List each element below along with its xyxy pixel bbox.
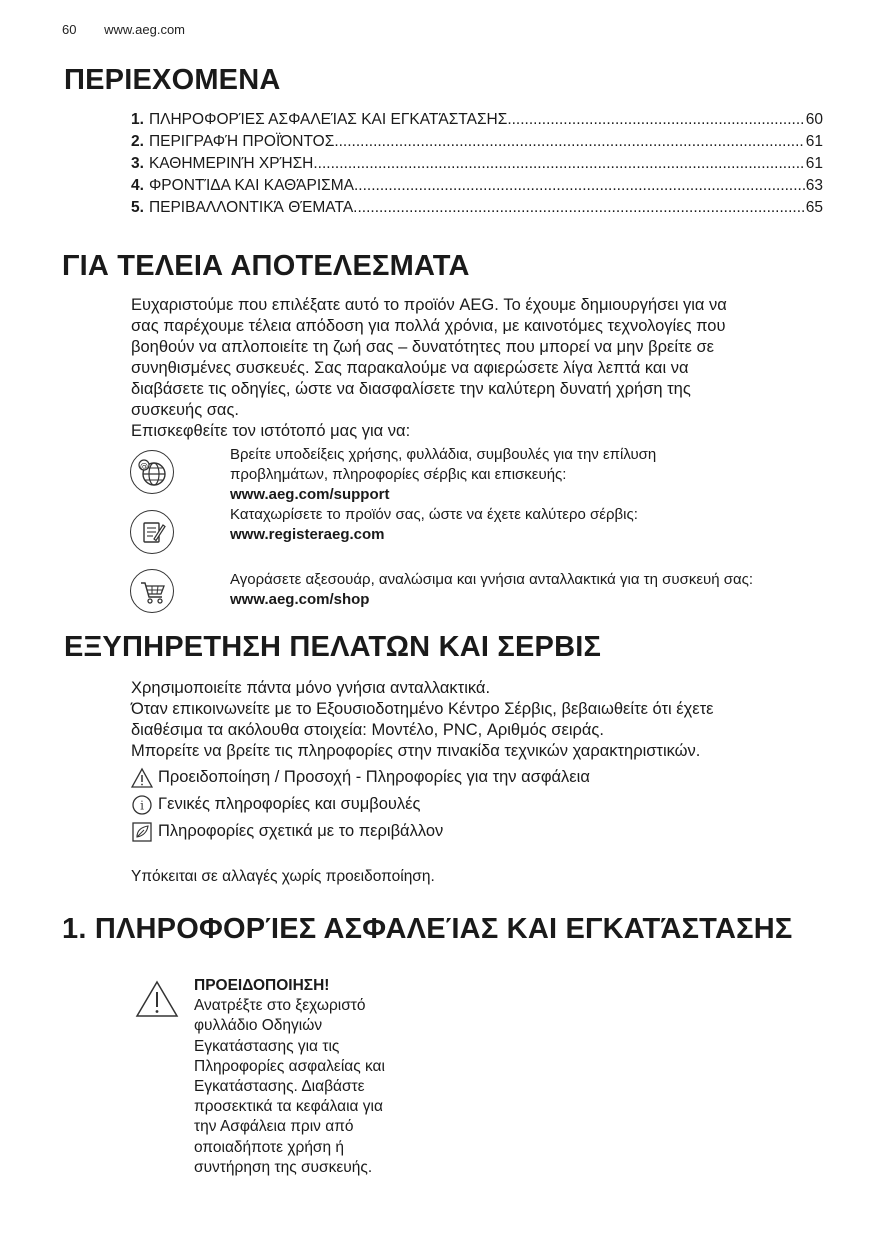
toc-item-number: 5. (131, 199, 144, 216)
toc-leader-dots (313, 155, 804, 173)
legend-info (131, 791, 831, 818)
warning-line: Πληροφορίες ασφαλείας και (194, 1057, 385, 1075)
warning-line: φυλλάδιο Οδηγιών (194, 1017, 323, 1035)
toc-leader-dots (507, 111, 804, 129)
page-header (62, 22, 185, 37)
warning-line: Εγκατάστασης. Διαβάστε (194, 1078, 365, 1096)
service-line: Χρησιμοποιείτε πάντα μόνο γνήσια ανταλλακτικά. (131, 679, 491, 697)
warning-line: οποιαδήποτε χρήση ή (194, 1138, 345, 1156)
info-icon (131, 794, 153, 816)
support-url-link[interactable]: www.aeg.com/support (230, 486, 390, 503)
service-line: διαθέσιμα τα ακόλουθα στοιχεία: Μοντέλο, PNC, Αριθμός σειράς. (131, 721, 604, 739)
intro-line: Επισκεφθείτε τον ιστότοπό μας για να: (131, 422, 411, 440)
service-line: Μπορείτε να βρείτε τις πληροφορίες στην πινακίδα τεχνικών χαρακτηριστικών. (131, 742, 701, 760)
toc-item-page: 63 (805, 177, 823, 194)
toc-item-number: 1. (131, 111, 144, 128)
intro-line: σας παρέχουμε τέλεια απόδοση για πολλά χρόνια, με καινοτόμες τεχνολογίες που (131, 317, 726, 335)
intro-paragraph (131, 295, 821, 442)
intro-line: Ευχαριστούμε που επιλέξατε αυτό το προϊόν AEG. Το έχουμε δημιουργήσει για να (131, 296, 727, 314)
register-url-link[interactable]: www.registeraeg.com (230, 526, 385, 543)
intro-line: διαβάσετε τις οδηγίες, ώστε να διασφαλίσετε την καλύτερη δυνατή χρήση της (131, 380, 691, 398)
warning-line: την Ασφάλεια πριν από (194, 1118, 354, 1136)
globe-icon (130, 450, 174, 494)
legend-label: Προειδοποίηση / Προσοχή - Πληροφορίες για την ασφάλεια (158, 768, 590, 786)
perfect-results-title: ΓΙΑ ΤΕΛΕΙΑ ΑΠΟΤΕΛΕΣΜΑΤΑ (62, 250, 470, 282)
toc-leader-dots (354, 177, 805, 195)
toc-item-number: 3. (131, 155, 144, 172)
svg-text:i: i (140, 798, 144, 812)
shop-url-link[interactable]: www.aeg.com/shop (230, 591, 370, 608)
link-description: Αγοράσετε αξεσουάρ, αναλώσιμα και γνήσια ανταλλακτικά για τη συσκευή σας: (230, 571, 754, 588)
warning-icon (135, 980, 179, 1023)
toc-item-page: 61 (805, 155, 823, 172)
register-icon (130, 510, 174, 554)
warning-line: Ανατρέξτε στο ξεχωριστό (194, 997, 366, 1015)
warning-line: Εγκατάστασης για τις (194, 1037, 340, 1055)
support-link-text (230, 445, 830, 505)
service-line: Όταν επικοινωνείτε με το Εξουσιοδοτημένο Κέντρο Σέρβις, βεβαιωθείτε ότι έχετε (131, 700, 714, 718)
warning-block (194, 976, 434, 1178)
shopping-cart-icon (130, 569, 174, 613)
link-description: Καταχωρίσετε το προϊόν σας, ώστε να έχετε καλύτερο σέρβις: (230, 506, 638, 523)
warning-icon (131, 767, 153, 789)
warning-line: συντήρηση της συσκευής. (194, 1158, 373, 1176)
toc-item[interactable] (131, 133, 823, 155)
warning-title: ΠΡΟΕΙΔΟΠΟΙΗΣΗ! (194, 977, 330, 994)
service-section (131, 678, 831, 845)
toc-item-label: ΠΕΡΙΒΑΛΛΟΝΤΙΚΆ ΘΈΜΑΤΑ (148, 199, 354, 216)
toc-item-label: ΚΑΘΗΜΕΡΙΝΉ ΧΡΉΣΗ (148, 155, 314, 172)
shop-link-text (230, 570, 830, 610)
toc-item-label: ΦΡΟΝΤΊΔΑ ΚΑΙ ΚΑΘΆΡΙΣΜΑ (148, 177, 354, 194)
toc-item-page: 60 (805, 111, 823, 128)
link-description: Βρείτε υποδείξεις χρήσης, φυλλάδια, συμβουλές για την επίλυση (230, 446, 657, 463)
environment-icon (131, 821, 153, 843)
service-title: ΕΞΥΠΗΡΕΤΗΣΗ ΠΕΛΑΤΩΝ ΚΑΙ ΣΕΡΒΙΣ (64, 631, 602, 663)
toc-leader-dots (334, 133, 804, 151)
toc-item-label: ΠΕΡΙΓΡΑΦΉ ΠΡΟΪΌΝΤΟΣ (148, 133, 335, 150)
header-url: www.aeg.com (104, 22, 186, 37)
toc-leader-dots (353, 199, 805, 217)
table-of-contents (131, 111, 823, 221)
warning-line: προσεκτικά τα κεφάλαια για (194, 1098, 383, 1116)
legend-warning (131, 764, 831, 791)
intro-line: συσκευής σας. (131, 401, 239, 419)
toc-item-number: 4. (131, 177, 144, 194)
intro-line: συνηθισμένες συσκευές. Σας παρακαλούμε να αφιερώσετε λίγα λεπτά και να (131, 359, 689, 377)
toc-item[interactable] (131, 177, 823, 199)
svg-text:@: @ (140, 461, 148, 471)
subject-to-change-notice: Υπόκειται σε αλλαγές χωρίς προειδοποίηση. (131, 868, 435, 885)
intro-line: βοηθούν να απλοποιείτε τη ζωή σας – δυνατότητες που μπορεί να μην βρείτε σε (131, 338, 714, 356)
toc-item[interactable] (131, 199, 823, 221)
toc-item-page: 65 (805, 199, 823, 216)
register-link-text (230, 505, 830, 545)
toc-item-label: ΠΛΗΡΟΦΟΡΊΕΣ ΑΣΦΑΛΕΊΑΣ ΚΑΙ ΕΓΚΑΤΆΣΤΑΣΗΣ (148, 111, 508, 128)
legend-environment (131, 818, 831, 845)
legend-label: Πληροφορίες σχετικά με το περιβάλλον (158, 822, 444, 840)
legend-label: Γενικές πληροφορίες και συμβουλές (158, 795, 421, 813)
page-number: 60 (62, 22, 77, 37)
contents-title: ΠΕΡΙΕΧΟΜΕΝΑ (64, 64, 281, 96)
toc-item-page: 61 (805, 133, 823, 150)
toc-item-number: 2. (131, 133, 144, 150)
safety-section-title: 1. ΠΛΗΡΟΦΟΡΊΕΣ ΑΣΦΑΛΕΊΑΣ ΚΑΙ ΕΓΚΑΤΆΣΤΑΣΗΣ (62, 913, 793, 945)
toc-item[interactable] (131, 111, 823, 133)
toc-item[interactable] (131, 155, 823, 177)
link-description: προβλημάτων, πληροφορίες σέρβις και επισκευής: (230, 466, 567, 483)
